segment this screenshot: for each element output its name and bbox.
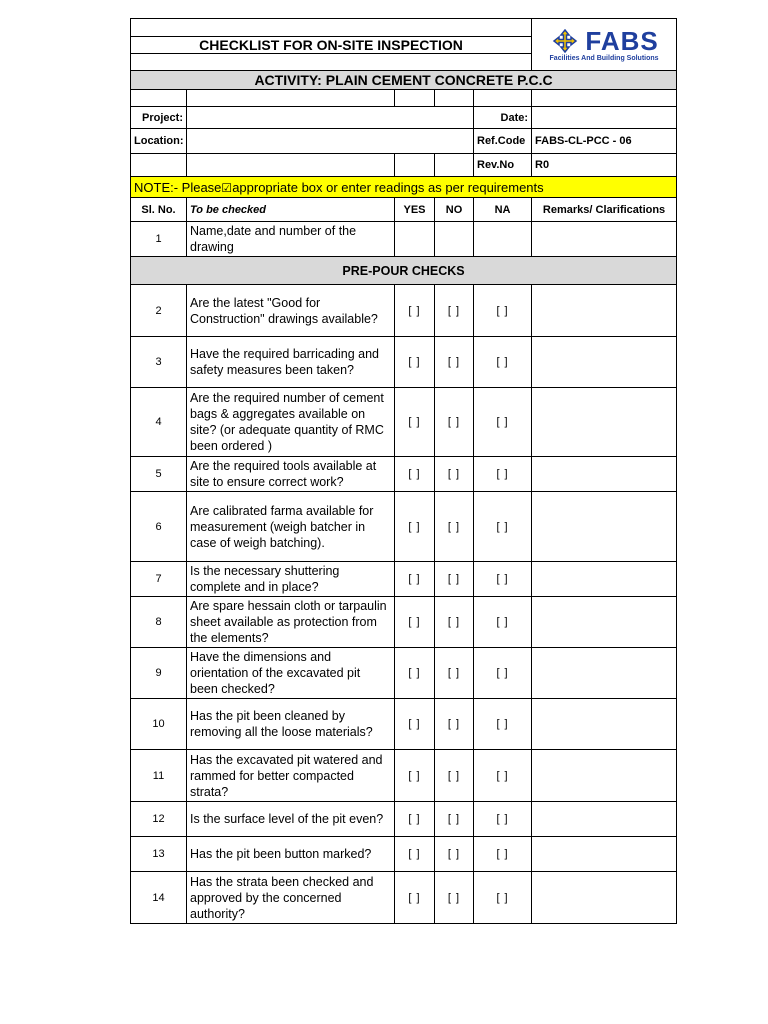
yes-box[interactable]: [ ]: [395, 457, 435, 492]
col-header-sl: Sl. No.: [131, 198, 187, 222]
date-label: Date:: [474, 107, 532, 129]
remarks-field[interactable]: [532, 648, 677, 699]
yes-box[interactable]: [ ]: [395, 837, 435, 872]
row-check-text: Is the surface level of the pit even?: [187, 802, 395, 837]
table-row: [131, 285, 677, 337]
remarks-field[interactable]: [532, 222, 677, 257]
logo-wordmark: FABS: [585, 25, 659, 56]
table-row: [131, 872, 677, 924]
row-sl: 9: [131, 648, 187, 699]
row-sl: 3: [131, 337, 187, 388]
location-label: Location:: [131, 129, 187, 154]
row-sl: 6: [131, 492, 187, 562]
fabs-logo-icon: [549, 29, 581, 53]
remarks-field[interactable]: [532, 388, 677, 457]
remarks-field[interactable]: [532, 872, 677, 924]
row-check-text: Are spare hessain cloth or tarpaulin sheet available as protection from the elements?: [187, 597, 395, 648]
yes-box[interactable]: [ ]: [395, 648, 435, 699]
yes-box[interactable]: [ ]: [395, 872, 435, 924]
na-box[interactable]: [ ]: [474, 837, 532, 872]
remarks-field[interactable]: [532, 492, 677, 562]
row-check-text: Have the dimensions and orientation of the excavated pit been checked?: [187, 648, 395, 699]
na-box[interactable]: [ ]: [474, 285, 532, 337]
row-sl: 14: [131, 872, 187, 924]
revno-label: Rev.No: [474, 154, 532, 177]
row-check-text: Have the required barricading and safety measures been taken?: [187, 337, 395, 388]
row-check-text: Is the necessary shuttering complete and in place?: [187, 562, 395, 597]
remarks-field[interactable]: [532, 837, 677, 872]
table-row: [131, 562, 677, 597]
refcode-label: Ref.Code: [474, 129, 532, 154]
checklist-table: [130, 18, 677, 924]
date-field[interactable]: [532, 107, 677, 129]
table-row: [131, 750, 677, 802]
yes-box[interactable]: [ ]: [395, 750, 435, 802]
row-check-text: Are calibrated farma available for measurement (weigh batcher in case of weigh batching).: [187, 492, 395, 562]
row-sl: 2: [131, 285, 187, 337]
logo-tagline: Facilities And Building Solutions: [549, 54, 659, 62]
row-sl: 8: [131, 597, 187, 648]
na-box[interactable]: [474, 222, 532, 257]
no-box[interactable]: [ ]: [435, 750, 474, 802]
row-sl: 5: [131, 457, 187, 492]
remarks-field[interactable]: [532, 750, 677, 802]
col-header-remarks: Remarks/ Clarifications: [532, 198, 677, 222]
project-label: Project:: [131, 107, 187, 129]
no-box[interactable]: [ ]: [435, 699, 474, 750]
refcode-value: FABS-CL-PCC - 06: [532, 129, 677, 154]
na-box[interactable]: [ ]: [474, 872, 532, 924]
table-row: [131, 699, 677, 750]
row-check-text: Has the pit been cleaned by removing all the loose materials?: [187, 699, 395, 750]
row-check-text: Has the excavated pit watered and rammed for better compacted strata?: [187, 750, 395, 802]
table-row: [131, 597, 677, 648]
yes-box[interactable]: [395, 222, 435, 257]
yes-box[interactable]: [ ]: [395, 597, 435, 648]
yes-box[interactable]: [ ]: [395, 337, 435, 388]
no-box[interactable]: [435, 222, 474, 257]
table-row: [131, 337, 677, 388]
yes-box[interactable]: [ ]: [395, 802, 435, 837]
col-header-no: NO: [435, 198, 474, 222]
na-box[interactable]: [ ]: [474, 388, 532, 457]
table-row: [131, 802, 677, 837]
revno-value: R0: [532, 154, 677, 177]
no-box[interactable]: [ ]: [435, 837, 474, 872]
section-pre-pour-checks: PRE-POUR CHECKS: [131, 257, 677, 285]
table-row: [131, 492, 677, 562]
na-box[interactable]: [ ]: [474, 562, 532, 597]
row-sl: 4: [131, 388, 187, 457]
row-check-text: Has the strata been checked and approved by the concerned authority?: [187, 872, 395, 924]
row-check-text: Are the latest "Good for Construction" drawings available?: [187, 285, 395, 337]
project-field[interactable]: [187, 107, 474, 129]
no-box[interactable]: [ ]: [435, 457, 474, 492]
yes-box[interactable]: [ ]: [395, 492, 435, 562]
remarks-field[interactable]: [532, 802, 677, 837]
no-box[interactable]: [ ]: [435, 388, 474, 457]
row-sl: 12: [131, 802, 187, 837]
activity-title: ACTIVITY: PLAIN CEMENT CONCRETE P.C.C: [131, 71, 677, 90]
remarks-field[interactable]: [532, 285, 677, 337]
row-sl: 11: [131, 750, 187, 802]
no-box[interactable]: [ ]: [435, 872, 474, 924]
col-header-check: To be checked: [187, 198, 395, 222]
row-sl: 13: [131, 837, 187, 872]
na-box[interactable]: [ ]: [474, 750, 532, 802]
remarks-field[interactable]: [532, 562, 677, 597]
col-header-na: NA: [474, 198, 532, 222]
yes-box[interactable]: [ ]: [395, 285, 435, 337]
yes-box[interactable]: [ ]: [395, 388, 435, 457]
table-row: [131, 837, 677, 872]
na-box[interactable]: [ ]: [474, 597, 532, 648]
no-box[interactable]: [ ]: [435, 492, 474, 562]
na-box[interactable]: [ ]: [474, 699, 532, 750]
logo: [532, 19, 677, 71]
table-row: [131, 648, 677, 699]
no-box[interactable]: [ ]: [435, 562, 474, 597]
yes-box[interactable]: [ ]: [395, 699, 435, 750]
checkbox-checked-icon: ☑: [221, 180, 233, 195]
na-box[interactable]: [ ]: [474, 457, 532, 492]
instruction-note: NOTE:- Please☑appropriate box or enter readings as per requirements: [131, 177, 677, 198]
no-box[interactable]: [ ]: [435, 337, 474, 388]
col-header-yes: YES: [395, 198, 435, 222]
row-check-text: Are the required tools available at site to ensure correct work?: [187, 457, 395, 492]
na-box[interactable]: [ ]: [474, 648, 532, 699]
row-sl: 10: [131, 699, 187, 750]
remarks-field[interactable]: [532, 699, 677, 750]
row-sl: 1: [131, 222, 187, 257]
row-check-text: Name,date and number of the drawing: [187, 222, 395, 257]
page-title: CHECKLIST FOR ON-SITE INSPECTION: [131, 37, 532, 54]
na-box[interactable]: [ ]: [474, 802, 532, 837]
no-box[interactable]: [ ]: [435, 648, 474, 699]
remarks-field[interactable]: [532, 597, 677, 648]
remarks-field[interactable]: [532, 337, 677, 388]
location-field[interactable]: [187, 129, 474, 154]
row-check-text: Are the required number of cement bags & aggregates available on site? (or adequate quantity of RMC been ordered ): [187, 388, 395, 457]
row-check-text: Has the pit been button marked?: [187, 837, 395, 872]
remarks-field[interactable]: [532, 457, 677, 492]
row-sl: 7: [131, 562, 187, 597]
na-box[interactable]: [ ]: [474, 492, 532, 562]
no-box[interactable]: [ ]: [435, 802, 474, 837]
no-box[interactable]: [ ]: [435, 285, 474, 337]
checklist-sheet: [130, 18, 676, 924]
no-box[interactable]: [ ]: [435, 597, 474, 648]
table-row: [131, 388, 677, 457]
table-row: [131, 457, 677, 492]
yes-box[interactable]: [ ]: [395, 562, 435, 597]
na-box[interactable]: [ ]: [474, 337, 532, 388]
